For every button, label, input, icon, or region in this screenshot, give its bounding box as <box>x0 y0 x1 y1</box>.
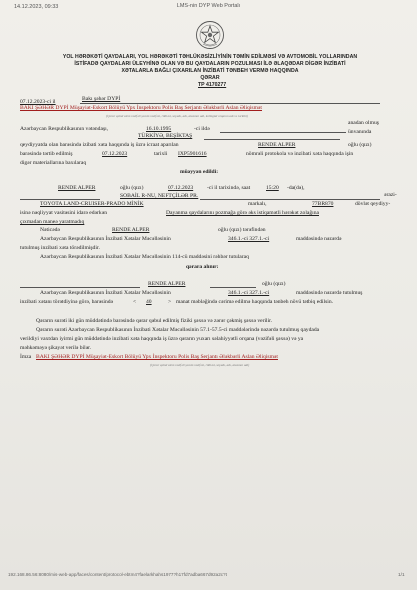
found-place-line-left <box>20 199 100 200</box>
birth-suffix: -ci ildə <box>194 126 210 132</box>
state-emblem-icon <box>195 20 225 50</box>
decision-article: 346.1.-ci 327.1.-ci <box>228 290 270 296</box>
found-date-suffix: -ci il tarixində, saat <box>207 185 251 191</box>
effect-line-1: Qərarın surəti iki gün müddətində barəsində qərar qəbul edilmiş fiziki şəxsə və zərər çəkmiş şəxsə verilir. <box>36 318 273 324</box>
car-plate: 77BR870 <box>312 201 334 207</box>
decision-name-line-right <box>210 287 256 288</box>
found-date: 07.12.2023 <box>168 185 194 191</box>
decision-son: oğlu (qızı) <box>262 281 286 287</box>
car-plate-suffix: dövlət qeydiyy- <box>355 201 391 207</box>
officer-hint: (Qərar qəbul edən vəzifəli şəxsin vəzifəsi, rütbəsi, soyadı, adı, atasının adı, kollegial orqanın adı və tərkibi) <box>106 114 248 118</box>
amount-close: > <box>168 299 172 305</box>
found-name: RENDE ALPER <box>58 185 96 191</box>
decision-line-a: Azərbaycan Respublikasının İnzibati Xətalar Məcəlləsinin <box>40 290 171 296</box>
place-underline <box>80 103 380 104</box>
decision-name: RENDE ALPER <box>148 281 186 287</box>
guided-line: Azərbaycan Respublikasının İnzibati Xətalar Məcəlləsinin 114-cü maddəsini rəhbər tutularaq <box>40 254 249 260</box>
car-marka: markalı, <box>248 201 267 207</box>
header-qerar: QƏRAR <box>200 75 220 81</box>
decision-date: 07.12.2023-ci il <box>20 99 56 105</box>
signature-officer: BAKI ŞƏHƏR DYPİ Müşayiət-Eskort Bölüyü Ypx İnspektoru Polis Baş Serjantı Ələkbərli Aslan Əliqismət <box>36 354 278 360</box>
violation-c: çıxmadan maneə yaratmadıq <box>20 219 85 225</box>
protocol-tarixli: tarixli <box>154 151 168 157</box>
found-place-suffix: ərazi- <box>384 192 397 198</box>
decision-line-b-post: manat məbləğində cərimə edilmə haqqında tənbeh növü tətbiq edilsin. <box>176 299 334 305</box>
protocol-line-a: barəsində tərtib edilmiş <box>20 151 73 157</box>
found-place-line-right <box>200 199 380 200</box>
citizen-intro: Azərbaycan Respublikasının vətəndaşı, <box>20 126 109 132</box>
print-page-title: LMS-nin DYP Web Portalı <box>176 3 241 9</box>
found-time-suffix: -da(də), <box>287 185 305 191</box>
decision-title: qərara alınır: <box>186 264 219 270</box>
registration-line: qeydiyyatda olan barəsində izibati xəta haqqında iş üzrə icraat aparılan <box>20 142 179 148</box>
born-label: anadan olmuş <box>348 120 379 126</box>
decision-name-line-left <box>20 287 140 288</box>
decision-line-a-post: maddəsində nəzərdə tutulmuş <box>296 290 363 296</box>
print-timestamp: 14.12.2023, 09:33 <box>14 4 59 10</box>
result-line-2: tutulmuş inzibati xəta törədilmişdir. <box>20 245 100 251</box>
violation-a: isinə nəqliyyat vasitəsini idarə edərkən <box>20 210 107 216</box>
found-son: oğlu (qızı) <box>120 185 144 191</box>
registered-son: oğlu (qızı) <box>348 142 372 148</box>
car-model: TOYOTA LAND-CRUISER-PRADO MİNİK <box>40 201 144 207</box>
protocol-date: 07.12.2023 <box>102 151 128 157</box>
page-number: 1/1 <box>398 573 405 578</box>
fine-amount: 40 <box>146 299 152 305</box>
effect-line-2: Qərarın surəti Azərbaycan Respublikasının İnzibati Xətalar Məcəlləsinin 57.1-57.5-ci maddələrində nəzərdə tutulmuş qaydada <box>36 327 320 333</box>
address-line <box>204 139 340 140</box>
violation-b: Dayanma qaydalarını pozmağa görə əks istiqamətli hərəkət zolağına <box>166 210 319 216</box>
protocol-number: IXP5901616 <box>178 151 207 157</box>
birth-date: 16.10.1995 <box>146 126 172 132</box>
effect-line-4: məhkəməyə şikayət verilə bilər. <box>20 345 92 351</box>
found-place: SOBAİL R-NU, NEFTÇİLƏR PR. <box>120 193 199 199</box>
result-name: RENDE ALPER <box>112 227 150 233</box>
header-line-2: İSTİFADƏ QAYDALARI ÜLEYHİNƏ OLAN VƏ BU QAYDALARIN POZULMASI İLƏ ƏLAQƏDAR DİGƏR İNZİBATİ <box>74 61 346 67</box>
result-code-post: maddəsində nəzərdə <box>296 236 342 242</box>
registered-name: RENDE ALPER <box>258 142 296 148</box>
address-label: ünvanında <box>348 129 372 135</box>
signature-label: İmza <box>20 354 32 360</box>
header-line-3: XƏTALARLA BAĞLI ÇIXARILAN İNZİBATİ TƏNBEH VERMƏ HAQQINDA <box>121 68 299 74</box>
effect-line-3: verildiyi vaxtdan iyirmi gün müddətində inzibati xəta haqqında iş üzrə qərarın yuxarı səlahiyyətli orqana (vəzifəli şəxsə) və ya <box>20 336 304 342</box>
decision-place: Bakı şəhər DYPİ <box>82 96 121 102</box>
document-number: TP 4170277 <box>198 82 227 88</box>
result-son: oğlu (qızı) tərəfindən <box>218 227 266 233</box>
found-title: müəyyən edildi: <box>180 169 219 175</box>
result-intro: Nəticədə <box>40 227 60 233</box>
signature-hint: (Qərar qəbul edən vəzifəli şəxsin vəzifəsi, rütbəsi, soyadı, adı, atasının adı) <box>150 363 250 367</box>
result-article: 346.1.-ci 327.1.-ci <box>228 236 270 242</box>
result-code-pre: Azərbaycan Respublikasının İnzibati Xətalar Məcəlləsinin <box>40 236 171 242</box>
decision-line-b-pre: inzibati xətanı törətdiyinə görə, barəsində <box>20 299 114 305</box>
birth-line <box>220 132 346 133</box>
materials-line: digər materiallarına baxılaraq <box>20 160 87 166</box>
header-line-1: YOL HƏRƏKƏTİ QAYDALARI, YOL HƏRƏKƏTİ TƏHLÜKƏSİZLİYİNİN TƏMİN EDİLMƏSİ VƏ AVTOMOBİL YOLLARINDAN <box>62 54 358 60</box>
found-time: 15:20 <box>266 185 279 191</box>
print-url: 192.168.86.56:8080/mis-web-app/faces/content/protocol-ebtm4?faelarkhahs1977?h17fd7adba667d92a2c?t <box>8 572 227 577</box>
amount-open: < <box>133 299 137 305</box>
officer-name: BAKI ŞƏHƏR DYPİ Müşayiət-Eskort Bölüyü Ypx İnspektoru Polis Baş Serjantı Ələkbərli Aslan Əliqismət <box>20 105 262 111</box>
browser-print-header <box>0 0 417 14</box>
birth-place: TÜRKİYƏ, BEŞİKTAŞ <box>138 133 193 139</box>
protocol-line-b: nömrəli protokola və inzibati xəta haqqında işin <box>246 151 354 157</box>
